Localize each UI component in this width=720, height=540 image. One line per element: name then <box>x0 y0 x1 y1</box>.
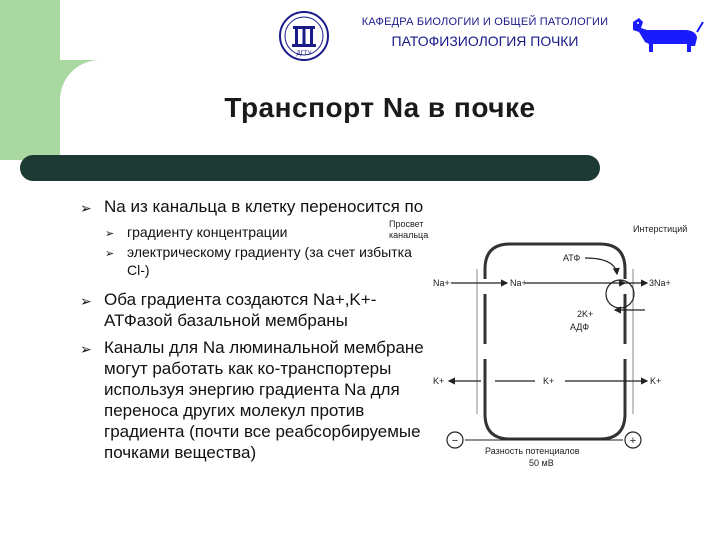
bullet-list <box>80 196 425 469</box>
bullet-text: Na из канальца в клетку переносится по <box>104 197 424 216</box>
na-cell-label: Na+ <box>510 278 527 288</box>
sub-bullet-text: градиенту концентрации <box>127 224 288 240</box>
k2-label: 2K+ <box>577 309 594 319</box>
bullet-item <box>80 289 425 331</box>
university-logo-icon <box>278 10 330 62</box>
bullet-item <box>80 337 425 463</box>
potential-label: Разность потенциалов <box>485 446 580 456</box>
na-lumen-label: Na+ <box>433 278 450 288</box>
atp-arrow <box>585 258 617 274</box>
slide-title: Транспорт Na в почке <box>224 92 536 123</box>
sub-bullet-text: электрическому градиенту (за счет избытка Cl-) <box>127 244 412 278</box>
department-name: КАФЕДРА БИОЛОГИИ И ОБЩЕЙ ПАТОЛОГИИ <box>361 16 609 28</box>
sodium-transport-diagram <box>389 214 720 484</box>
cell-inner-outline <box>477 269 633 414</box>
bullet-arrow-icon: ➢ <box>105 248 115 260</box>
bullet-arrow-icon: ➢ <box>105 228 115 240</box>
k-cell-label: K+ <box>543 376 555 386</box>
na-k-pump <box>606 280 634 308</box>
potential-value: 50 мВ <box>529 458 554 468</box>
k-lumen-label: K+ <box>433 376 445 386</box>
dachshund-icon <box>625 8 705 58</box>
divider-bar <box>20 155 600 181</box>
bullet-text: Оба градиента создаются Na+,K+-АТФазой базальной мембраны <box>104 290 377 330</box>
header-bar <box>60 0 720 60</box>
sub-bullet-item <box>105 223 425 241</box>
bullet-arrow-icon: ➢ <box>80 341 92 357</box>
bullet-arrow-icon: ➢ <box>80 200 92 216</box>
course-name: ПАТОФИЗИОЛОГИЯ ПОЧКИ <box>391 33 579 49</box>
interstitium-label: Интерстиций <box>633 224 688 234</box>
k-interstitium-label: K+ <box>650 376 662 386</box>
lumen-label-2: канальца <box>389 230 429 240</box>
cell-outline <box>485 244 625 439</box>
bullet-item <box>80 196 425 217</box>
logo-text: ДГТУ <box>296 51 312 57</box>
sub-bullet-item <box>105 243 425 279</box>
minus-label: − <box>451 435 459 447</box>
bullet-text: Каналы для Na люминальной мембране могут работать как ко-транспортеры используя энергию градиента Na для переноса других молекул против градиента (почти все реабсорбируемые почками вещества) <box>104 338 424 462</box>
plus-label: + <box>629 435 637 447</box>
adp-label: АДФ <box>570 322 590 332</box>
atp-label: АТФ <box>563 253 581 263</box>
bullet-arrow-icon: ➢ <box>80 293 92 309</box>
lumen-label-1: Просвет <box>389 219 424 229</box>
na3-label: 3Na+ <box>649 278 671 288</box>
